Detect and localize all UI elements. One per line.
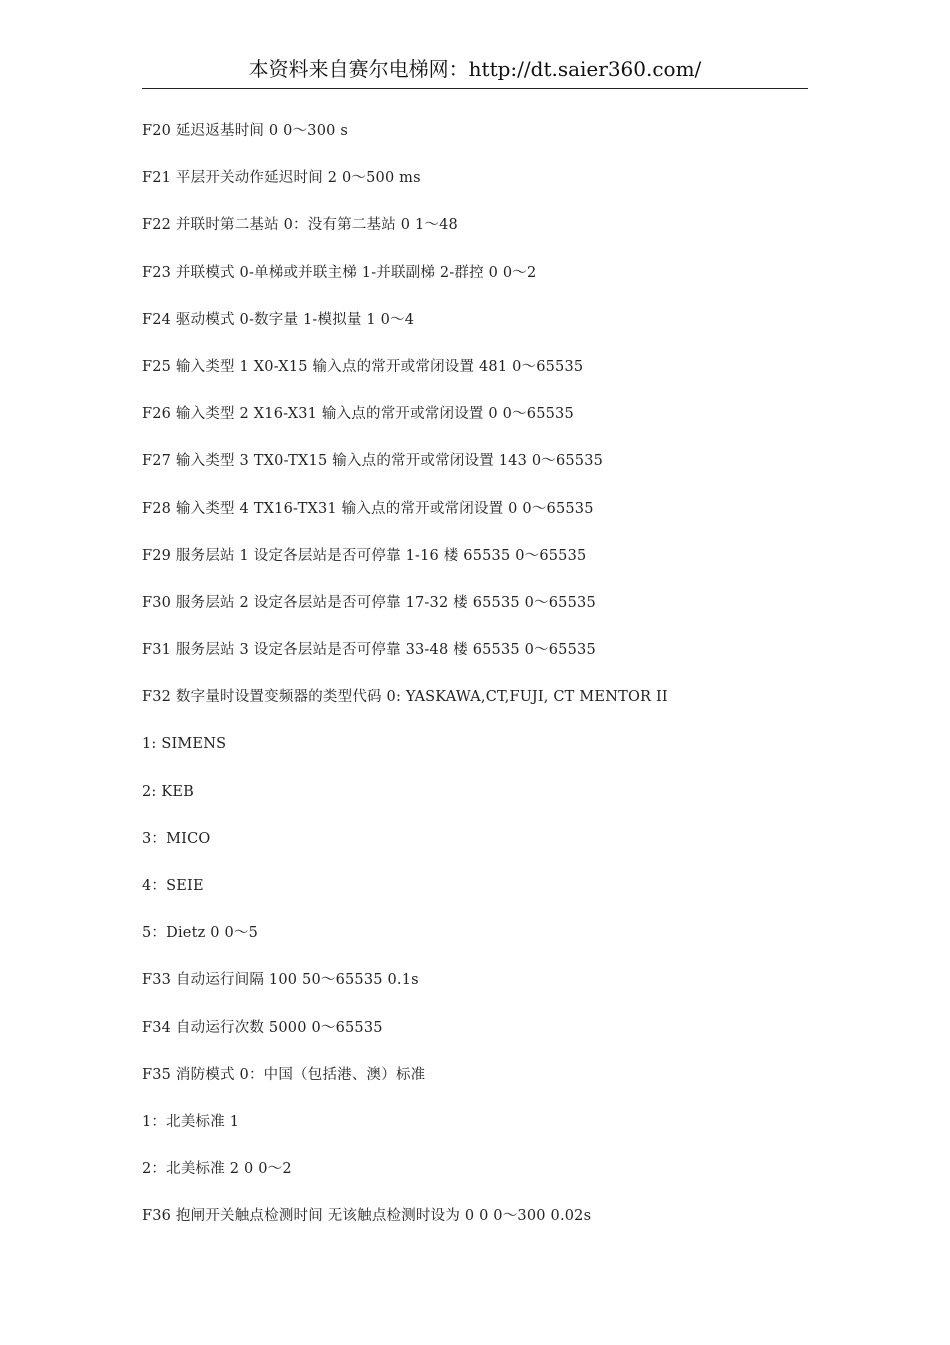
param-line-f24: F24 驱动模式 0-数字量 1-模拟量 1 0～4 bbox=[142, 311, 415, 328]
param-line-f32-option-5: 5：Dietz 0 0～5 bbox=[142, 925, 259, 942]
param-line-f35-option-2: 2：北美标准 2 0 0～2 bbox=[142, 1161, 292, 1178]
param-line-f35: F35 消防模式 0：中国（包括港、澳）标准 bbox=[142, 1066, 426, 1083]
param-line-f26: F26 输入类型 2 X16-X31 输入点的常开或常闭设置 0 0～65535 bbox=[142, 406, 574, 423]
header-divider bbox=[142, 88, 808, 89]
param-line-f29: F29 服务层站 1 设定各层站是否可停靠 1-16 楼 65535 0～65535 bbox=[142, 547, 587, 564]
param-line-f32-option-2: 2: KEB bbox=[142, 783, 194, 800]
param-line-f25: F25 输入类型 1 X0-X15 输入点的常开或常闭设置 481 0～65535 bbox=[142, 358, 584, 375]
param-line-f32-option-4: 4：SEIE bbox=[142, 878, 204, 894]
param-line-f21: F21 平层开关动作延迟时间 2 0～500 ms bbox=[142, 170, 421, 187]
param-line-f22: F22 并联时第二基站 0：没有第二基站 0 1～48 bbox=[142, 217, 458, 234]
param-line-f32-option-3: 3：MICO bbox=[142, 830, 211, 847]
param-line-f20: F20 延迟返基时间 0 0～300 s bbox=[142, 123, 349, 139]
param-line-f36: F36 抱闸开关触点检测时间 无该触点检测时设为 0 0 0～300 0.02s bbox=[142, 1208, 592, 1225]
param-line-f34: F34 自动运行次数 5000 0～65535 bbox=[142, 1019, 383, 1036]
parameter-list bbox=[142, 118, 842, 1251]
param-line-f35-option-1: 1：北美标准 1 bbox=[142, 1113, 240, 1130]
page-header-source: 本资料来自赛尔电梯网：http://dt.saier360.com/ bbox=[248, 57, 702, 81]
param-line-f33: F33 自动运行间隔 100 50～65535 0.1s bbox=[142, 972, 419, 989]
param-line-f32: F32 数字量时设置变频器的类型代码 0: YASKAWA,CT,FUJI, CT MENTOR II bbox=[142, 689, 668, 706]
param-line-f31: F31 服务层站 3 设定各层站是否可停靠 33-48 楼 65535 0～65535 bbox=[142, 642, 596, 659]
param-line-f27: F27 输入类型 3 TX0-TX15 输入点的常开或常闭设置 143 0～65535 bbox=[142, 453, 604, 470]
param-line-f28: F28 输入类型 4 TX16-TX31 输入点的常开或常闭设置 0 0～65535 bbox=[142, 500, 594, 517]
param-line-f32-option-1: 1: SIMENS bbox=[142, 736, 227, 753]
param-line-f30: F30 服务层站 2 设定各层站是否可停靠 17-32 楼 65535 0～65535 bbox=[142, 594, 596, 611]
param-line-f23: F23 并联模式 0-单梯或并联主梯 1-并联副梯 2-群控 0 0～2 bbox=[142, 264, 537, 281]
